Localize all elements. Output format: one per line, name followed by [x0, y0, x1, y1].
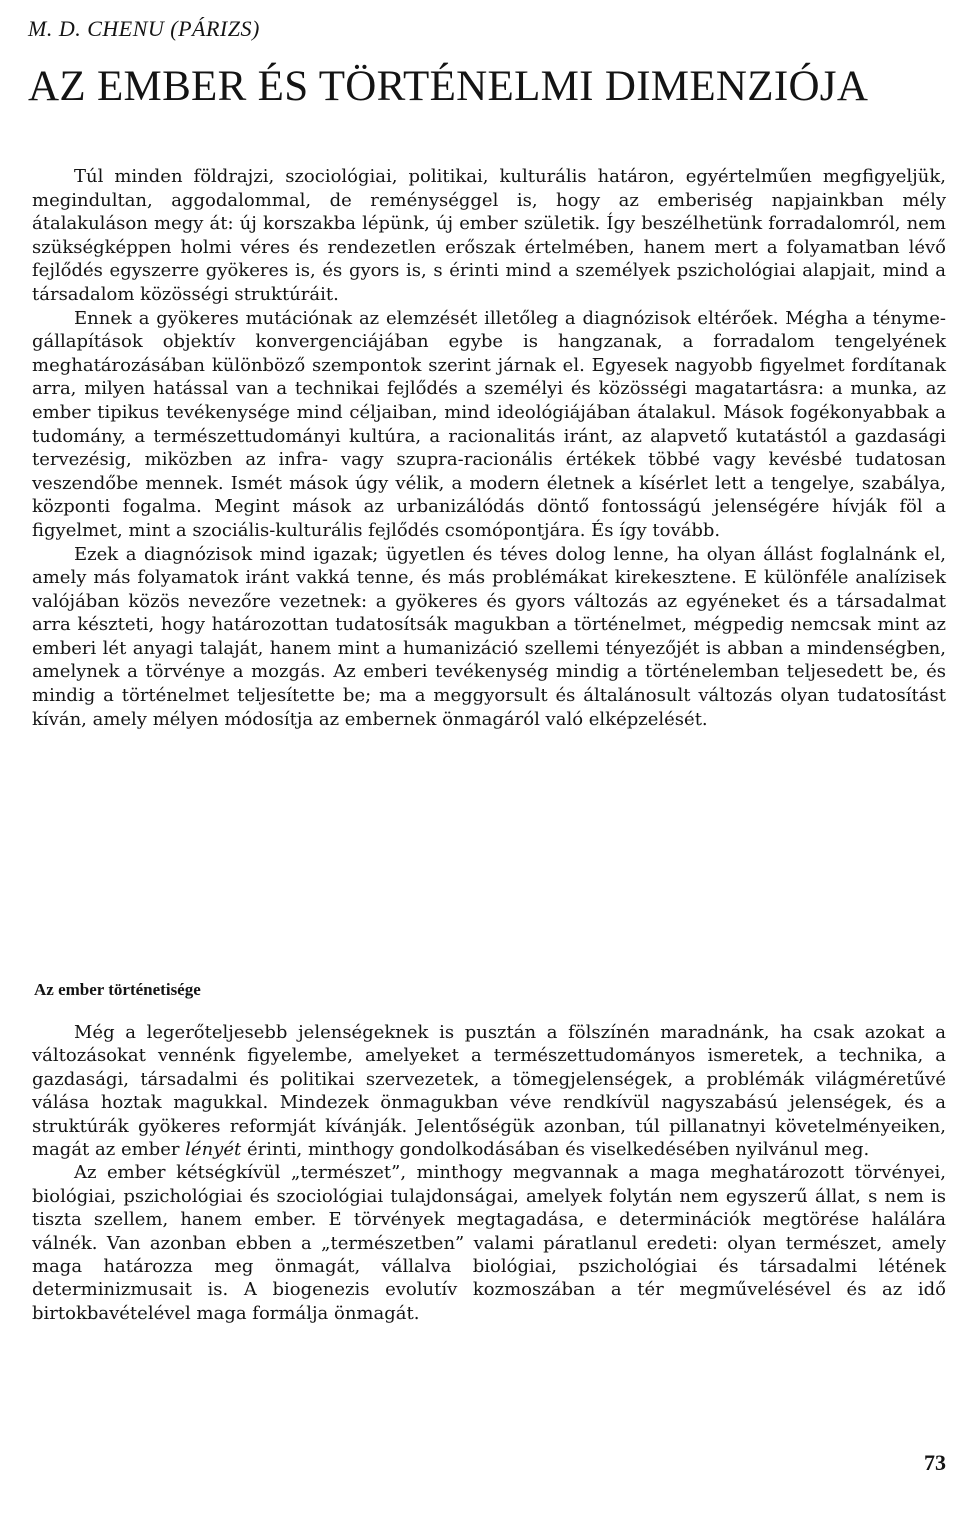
section-intro — [32, 165, 946, 731]
paragraph-5: Az ember kétségkívül „természet”, minthogy megvannak a maga meghatározott törvényei, biológiai, pszichológiai és szociológiai tulajdonságai, amelyek folytán nem egyszerű állat, s nem is tiszta szellem, hanem ember. E törvények megtagadása, e determinációk megtörése halálára válnék. Van azonban ebben a „természetben” valami páratlanul eredeti: olyan természet, amely maga határozza meg önmagát, vállalva biológiai, pszichológiai és társadalmi létének determinizmusait is. A biogenezis evolutív kozmoszában a tér megművelésével és az idő birtokbavételével maga formálja önmagát. — [32, 1162, 946, 1324]
paragraph-1: Túl minden földrajzi, szociológiai, politikai, kulturális határon, egyértelműen megfigyeljük, megindultan, aggodalommal, de reménységgel is, hogy az emberiség napjainkban mély átalakuláson megy át: új korszakba lépünk, új ember születik. Így beszélhetünk forradalomról, nem szükségképpen holmi véres és rendezetlen erőszak értelmében, hanem mert a folyamatban lévő fejlődés egyszerre gyökeres is, és gyors is, s érinti mind a személyek pszichológiai alapjait, mind a társadalom közösségi struktúráit. — [32, 166, 946, 305]
paragraph-4 — [32, 1021, 946, 1161]
paragraph-2: Ennek a gyökeres mutációnak az elemzését illetőleg a diagnózisok eltérőek. Mégha a ténymegállapítások objektív konvergenciájában egybe is hangzanak, a forradalom tengelyének meghatározásában különböző szempontok szerint járnak el. Egyesek nagyobb figyelmet fordítanak arra, milyen hatással van a technikai fejlődés a személyi és közösségi magatartásra: a munka, az ember tipikus tevékenysége mind céljaiban, mind ideológiájában átalakul. Mások fogékonyabbak a tudomány, a természettudományi kultúra, a racionalitás iránt, az alapvető kutatástól a gazdasági tervezésig, miközben az infra- vagy szupra-racionális értékek többé vagy kevésbé tudatosan veszendőbe mennek. Ismét mások úgy vélik, a modern életnek a kísérlet lett a tengelye, szabálya, központi fogalma. Megint mások az urbanizálódás döntő fontosságú jelenségére hívják föl a figyelmet, mint a szociális-kulturális fejlődés csomópontjára. És így tovább. — [32, 307, 946, 541]
article-title: AZ EMBER ÉS TÖRTÉNELMI DIMENZIÓJA — [28, 63, 869, 110]
section-heading: Az ember történetisége — [34, 980, 201, 999]
paragraph-3: Ezek a diagnózisok mind igazak; ügyetlen és téves dolog lenne, ha olyan állást foglalnánk el, amely más folyamatok iránt vakká tenne, és más problémákat kirekesztene. E különféle analízisek valójában közös nevezőre vezetnek: a gyökeres és gyors változás az egyéneket és a társadalmat arra készteti, hogy határozottan tudatosítsák magukban a történelmet, mégpedig nemcsak mint az emberi lét anyagi talaját, hanem mint a humanizáció szellemi tényezőjét is abban a mindenségben, amelynek a törvénye a mozgás. Az emberi tevékenység mindig a történelemban teljesedett be, és mindig a történelmet teljesítette be; ma a meggyorsult és általánosult változás olyan tudatosítást kíván, amely mélyen módosítja az embernek önmagáról való elképzelését. — [32, 543, 946, 730]
page-number: 73 — [924, 1450, 946, 1475]
emphasized-word: lényét — [185, 1139, 242, 1161]
section-historicity — [32, 1021, 946, 1325]
author-line: M. D. CHENU (PÁRIZS) — [28, 16, 260, 41]
paragraph-4-text-b: érinti, minthogy gondolkodásában és viselkedésében nyilvánul meg. — [241, 1139, 870, 1161]
paragraph-4-text-a: Még a legerőteljesebb jelenségeknek is pusztán a fölszínén maradnánk, ha csak azokat a változásokat vennénk figyelembe, amelyeket a természettudományos ismeretek, a technika, a gazdasági, társadalmi és politikai szervezetek, a tömegjelenségek, a problémák világméretűvé válása hoztak magukkal. Mindezek önmagukban véve rendkívül nagyszabású jelenségek, és a struktúrák gyökeres reformját kívánják. Jelentőségük azonban, túl pillanatnyi követelményeiken, magát az ember — [32, 1022, 946, 1161]
